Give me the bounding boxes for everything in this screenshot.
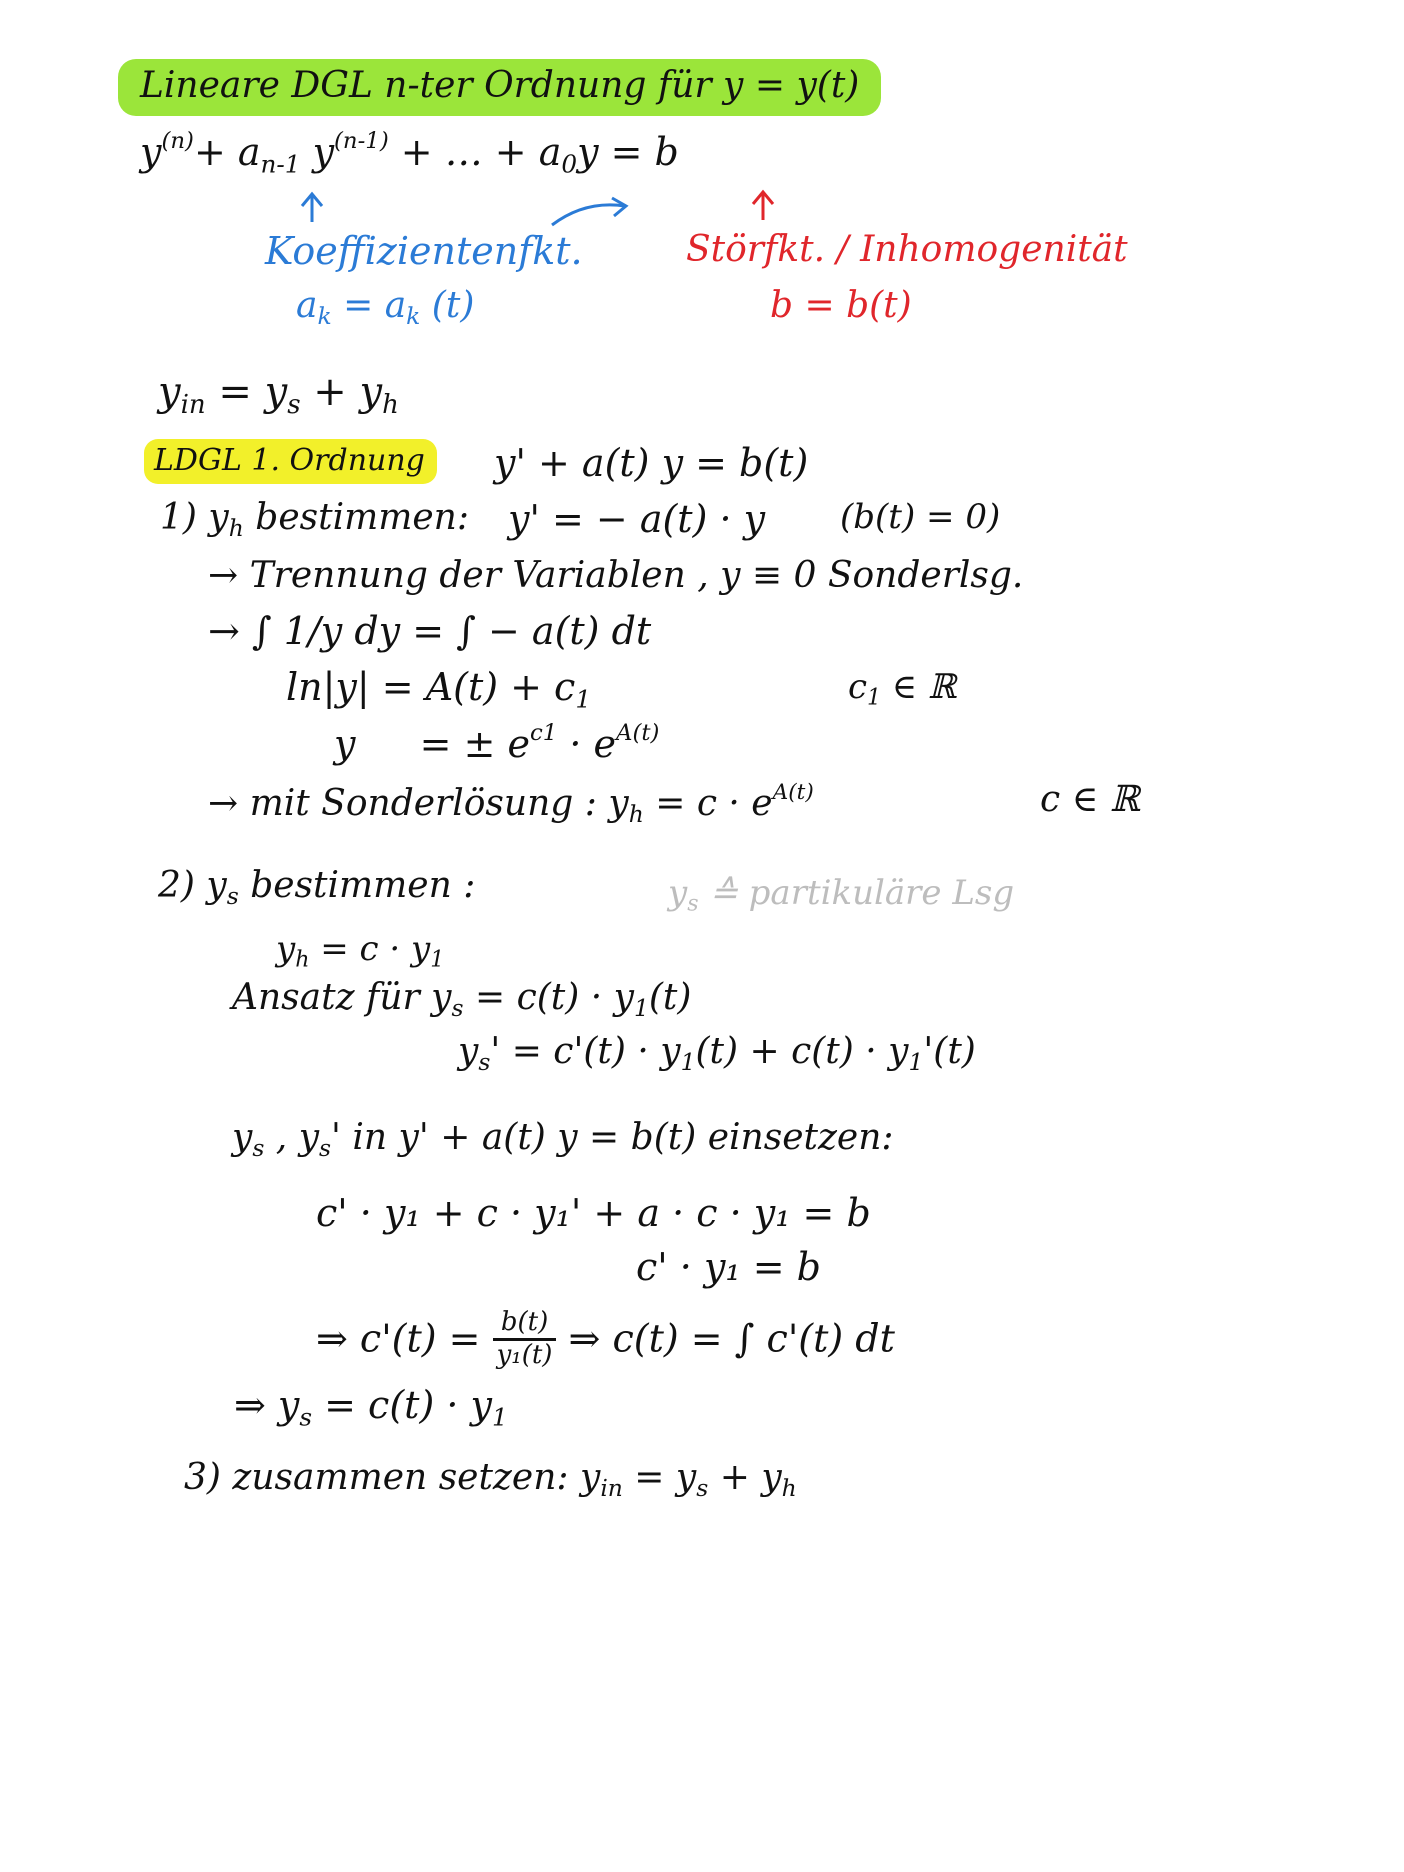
step1-line4-right	[848, 667, 957, 711]
sum-plus: + y	[300, 369, 383, 415]
step2-head-sub: s	[226, 882, 239, 911]
s2l2-sub: s	[451, 994, 464, 1023]
step2-head-text: bestimmen :	[238, 865, 476, 906]
gen-y: y	[140, 130, 162, 175]
s2l8-b: = c(t) · y	[312, 1383, 492, 1427]
gen-rhs: y = b	[577, 130, 679, 175]
s2l8-a: ⇒ y	[234, 1383, 300, 1427]
step2-line6: c' · y₁ = b	[636, 1245, 821, 1289]
koeff-formula	[296, 285, 475, 331]
c1-letter: c	[848, 667, 868, 707]
arrow-to-a0	[552, 198, 626, 225]
s3-sub: in	[600, 1474, 623, 1503]
step1-line2: → Trennung der Variablen , y ≡ 0 Sonderlsg.	[208, 555, 1024, 596]
step1-l5-a: = ± e	[419, 722, 530, 767]
s2l3-sub: s	[478, 1048, 491, 1077]
sum-eq: = y	[205, 369, 288, 415]
step1-l4-text: ln|y| = A(t) + c	[286, 665, 576, 709]
s2l3-c: (t) + c(t) · y	[695, 1031, 909, 1072]
frac-num: b(t)	[493, 1308, 557, 1341]
s2l2-sub2: 1	[633, 994, 649, 1023]
step2-line4	[232, 1117, 894, 1163]
c1-sub: 1	[867, 684, 882, 711]
step2-line7	[316, 1308, 895, 1371]
gen-a0-sub: 0	[561, 149, 578, 179]
step1-sub: h	[228, 514, 244, 543]
step1-l6-sub: h	[628, 800, 644, 829]
step1-line6-right: c ∈ ℝ	[1040, 779, 1140, 820]
sum-y: y	[158, 369, 181, 415]
fraction-b-over-y1	[493, 1308, 557, 1371]
s2l4-c: ' in y' + a(t) y = b(t) einsetzen:	[331, 1117, 894, 1158]
note-rest: ≙ partikuläre Lsg	[698, 873, 1015, 913]
koeff-a: a	[296, 285, 318, 326]
step1-l5-b: · e	[557, 722, 616, 767]
step1-l6-exp: A(t)	[772, 780, 814, 805]
step1-head	[160, 497, 469, 543]
s2l3-sub2: 1	[680, 1048, 696, 1077]
s2l4-sub2: s	[319, 1134, 332, 1163]
ldgl-label: LDGL 1. Ordnung	[144, 439, 437, 484]
step1-l5-exp1: c1	[529, 720, 558, 746]
step1-l6-b: = c · e	[643, 783, 773, 825]
s2l1-y: y	[276, 929, 296, 969]
arrow-to-a-n-minus-1	[302, 194, 322, 222]
step1-num: 1)	[160, 497, 197, 538]
general-equation	[140, 130, 679, 177]
step2-head	[158, 865, 476, 911]
note-sub: s	[687, 890, 699, 917]
stoer-formula: b = b(t)	[770, 285, 912, 326]
s2l8-sub2: 1	[491, 1402, 508, 1432]
step2-line5: c' · y₁ + c · y₁' + a · c · y₁ = b	[316, 1191, 871, 1235]
s2l1-sub: h	[295, 946, 310, 973]
s2l2-b: = c(t) · y	[463, 977, 634, 1018]
koeff-sub2: k	[406, 302, 421, 331]
s3-b: = y	[622, 1457, 697, 1498]
s2l8-sub: s	[299, 1402, 313, 1432]
title-line	[118, 65, 881, 106]
note-y: y	[668, 873, 688, 913]
s2l3-b: ' = c'(t) · y	[490, 1031, 681, 1072]
title-highlight: Lineare DGL n-ter Ordnung für y = y(t)	[118, 59, 881, 116]
koeff-end: (t)	[420, 285, 475, 326]
gen-y2: y	[300, 130, 335, 175]
sum-in: in	[180, 389, 206, 420]
step1-l4-sub: 1	[575, 684, 592, 714]
step2-note	[668, 873, 1015, 917]
gen-y2-exp: (n-1)	[334, 128, 389, 154]
s2l1-rest: = c · y	[309, 929, 431, 969]
gen-y-exp: (n)	[161, 128, 194, 154]
step3-line	[184, 1457, 797, 1503]
step2-line2	[232, 977, 692, 1023]
frac-den: y₁(t)	[496, 1339, 553, 1370]
s2l7-b: ⇒ c(t) = ∫ c'(t) dt	[568, 1316, 895, 1361]
step1-l5-exp2: A(t)	[616, 720, 660, 746]
s3-c: + y	[708, 1457, 782, 1498]
s3-sub3: h	[781, 1474, 797, 1503]
s2l4-sub: s	[252, 1134, 265, 1163]
s2l3-d: '(t)	[923, 1031, 976, 1072]
koeff-rest: = a	[331, 285, 407, 326]
step1-line3: → ∫ 1/y dy = ∫ − a(t) dt	[208, 609, 652, 653]
sum-h: h	[382, 389, 399, 420]
s2l3-sub3: 1	[908, 1048, 924, 1077]
koeff-label: Koeffizientenfkt.	[265, 229, 583, 273]
s2l2-c: (t)	[648, 977, 692, 1018]
arrow-to-b	[753, 192, 773, 220]
stoer-label: Störfkt. / Inhomogenität	[686, 229, 1128, 270]
step2-line1	[276, 929, 445, 973]
s2l4-b: , y	[264, 1117, 320, 1158]
s3-sub2: s	[696, 1474, 709, 1503]
s2l1-sub2: 1	[430, 946, 445, 973]
gen-a-sub: n-1	[260, 149, 301, 179]
step1-eq: y' = − a(t) · y	[508, 497, 766, 541]
sum-equation	[158, 369, 399, 420]
step1-l5-y: y	[334, 722, 356, 767]
step1-line5	[334, 720, 660, 767]
ldgl-equation: y' + a(t) y = b(t)	[494, 441, 809, 485]
step1-l6-a: → mit Sonderlösung : y	[208, 783, 629, 825]
ldgl-label-line	[144, 443, 437, 478]
s2l4-a: y	[232, 1117, 253, 1158]
s2l3-a: y	[458, 1031, 479, 1072]
c1-in-r: ∈ ℝ	[881, 667, 957, 707]
gen-mid: + … + a	[388, 130, 562, 175]
step1-line4	[286, 665, 592, 714]
step1-cond: (b(t) = 0)	[840, 497, 1001, 537]
s3-a: 3) zusammen setzen: y	[184, 1457, 601, 1498]
sum-s: s	[287, 389, 301, 420]
step2-line3	[458, 1031, 976, 1077]
step2-head-a: 2) y	[158, 865, 227, 906]
s2l7-a: ⇒ c'(t) =	[316, 1316, 481, 1361]
step1-line6	[208, 782, 814, 827]
step1-text: bestimmen:	[243, 497, 469, 538]
step1-y: y	[208, 497, 229, 538]
koeff-sub: k	[317, 302, 332, 331]
s2l2-a: Ansatz für y	[232, 977, 452, 1018]
gen-plus1: + a	[193, 130, 261, 175]
step2-line8	[234, 1383, 508, 1432]
